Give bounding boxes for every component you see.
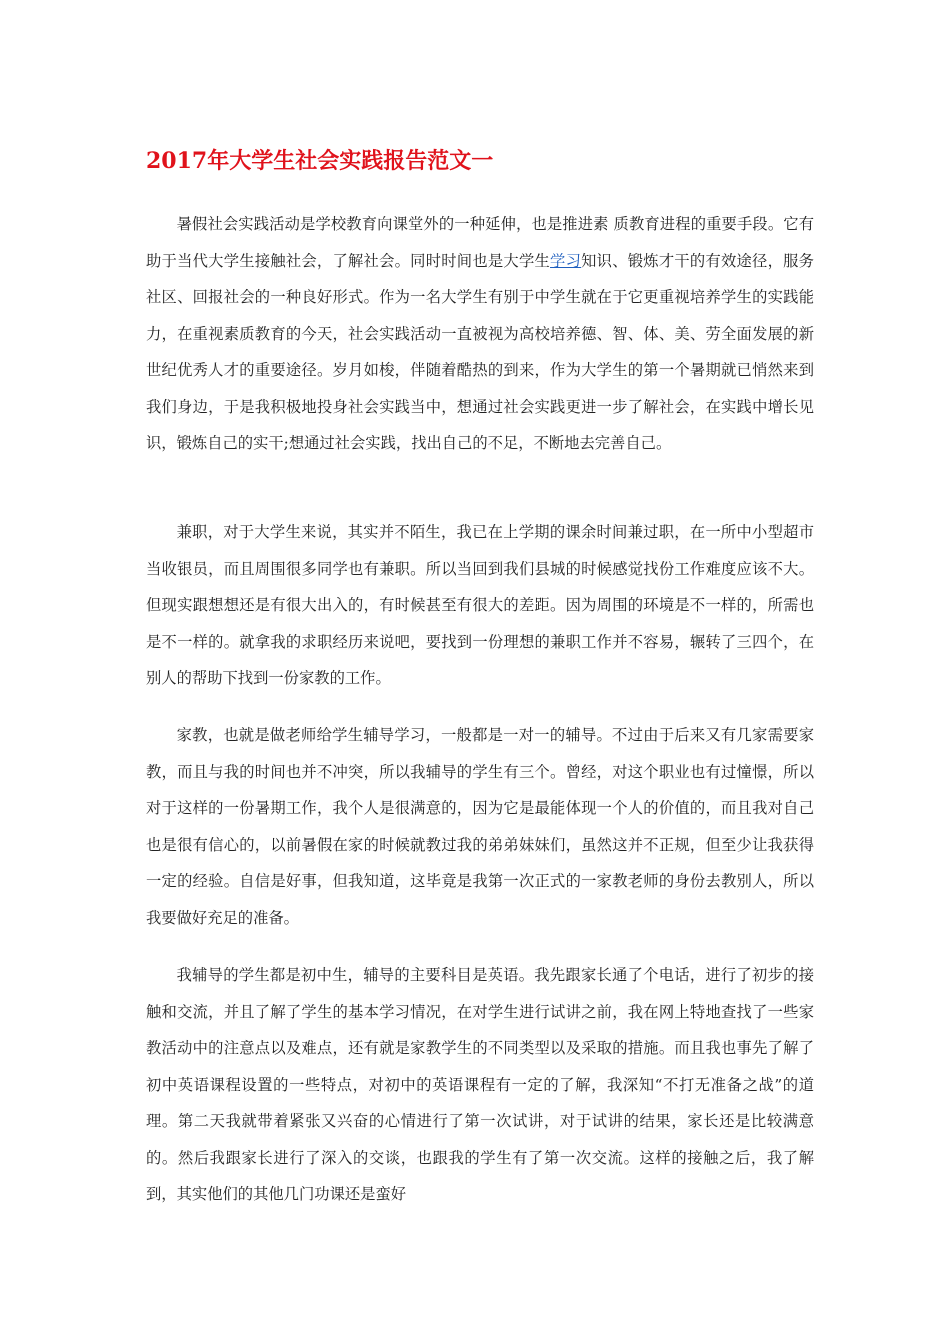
document-title: 2017年大学生社会实践报告范文一 bbox=[146, 148, 494, 174]
paragraph-1 bbox=[146, 206, 814, 462]
study-link[interactable]: 学习 bbox=[550, 251, 582, 270]
paragraph-1-text-before-link: 暑假社会实践活动是学校教育向课堂外的一种延伸，也是推进素 质教育进程的重要手段。它有助于当代大学生接触社会，了解社会。同时时间也是大学生 bbox=[146, 215, 814, 270]
paragraph-2: 兼职，对于大学生来说，其实并不陌生，我已在上学期的课余时间兼过职，在一所中小型超市当收银员，而且周围很多同学也有兼职。所以当回到我们县城的时候感觉找份工作难度应该不大。但现实跟想想还是有很大出入的，有时候甚至有很大的差距。因为周围的环境是不一样的，所需也是不一样的。就拿我的求职经历来说吧，要找到一份理想的兼职工作并不容易，辗转了三四个，在别人的帮助下找到一份家教的工作。 bbox=[146, 523, 814, 687]
paragraph-3: 家教，也就是做老师给学生辅导学习，一般都是一对一的辅导。不过由于后来又有几家需要家教，而且与我的时间也并不冲突，所以我辅导的学生有三个。曾经，对这个职业也有过憧憬，所以对于这样的一份暑期工作，我个人是很满意的，因为它是最能体现一个人的价值的，而且我对自己也是很有信心的，以前暑假在家的时候就教过我的弟弟妹妹们，虽然这并不正规，但至少让我获得一定的经验。自信是好事，但我知道，这毕竟是我第一次正式的一家教老师的身份去教别人，所以我要做好充足的准备。 bbox=[146, 726, 814, 927]
paragraph-1-text-after-link: 知识、锻炼才干的有效途径，服务社区、回报社会的一种良好形式。作为一名大学生有别于中学生就在于它更重视培养学生的实践能力，在重视素质教育的今天，社会实践活动一直被视为高校培养德、智、体、美、劳全面发展的新世纪优秀人才的重要途径。岁月如梭，伴随着酷热的到来，作为大学生的第一个暑期就已悄然来到我们身边，于是我积极地投身社会实践当中，想通过社会实践更进一步了解社会，在实践中增长见识，锻炼自己的实干;想通过社会实践，找出自己的不足，不断地去完善自己。 bbox=[146, 251, 814, 452]
paragraph-4: 我辅导的学生都是初中生，辅导的主要科目是英语。我先跟家长通了个电话，进行了初步的接触和交流，并且了解了学生的基本学习情况，在对学生进行试讲之前，我在网上特地查找了一些家教活动中的注意点以及难点，还有就是家教学生的不同类型以及采取的措施。而且我也事先了解了初中英语课程设置的一些特点，对初中的英语课程有一定的了解，我深知“不打无准备之战”的道理。第二天我就带着紧张又兴奋的心情进行了第一次试讲，对于试讲的结果，家长还是比较满意的。然后我跟家长进行了深入的交谈，也跟我的学生有了第一次交流。这样的接触之后，我了解到，其实他们的其他几门功课还是蛮好 bbox=[146, 966, 814, 1203]
